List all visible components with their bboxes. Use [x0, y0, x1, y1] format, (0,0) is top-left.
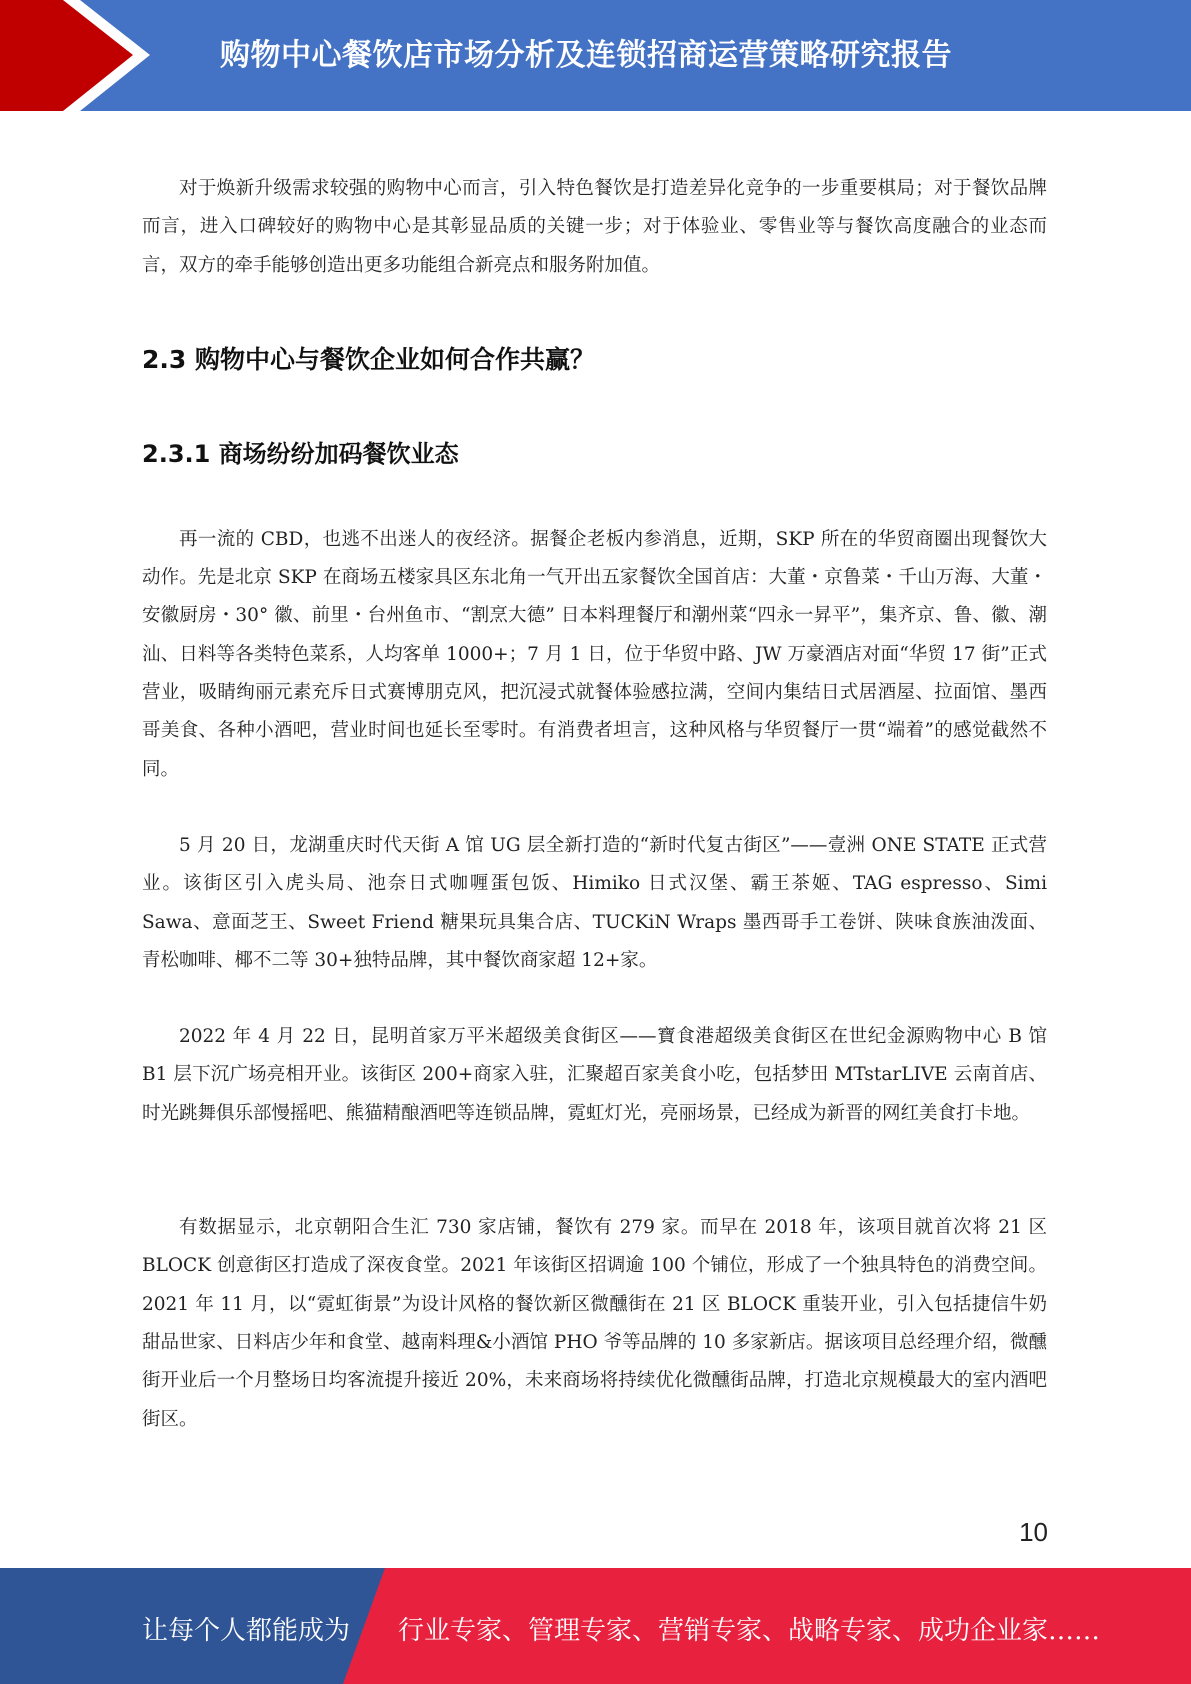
header-red-arrow — [0, 0, 150, 111]
subsection-heading: 2.3.1 商场纷纷加码餐饮业态 — [142, 439, 459, 468]
footer-slogan-right: 行业专家、管理专家、营销专家、战略专家、成功企业家…… — [398, 1616, 1101, 1646]
intro-paragraph: 对于焕新升级需求较强的购物中心而言，引入特色餐饮是打造差异化竞争的一步重要棋局；对于餐饮品牌而言，进入口碑较好的购物中心是其彰显品质的关键一步；对于体验业、零售业等与餐饮高度融合的业态而言，双方的牵手能够创造出更多功能组合新亮点和服务附加值。 — [142, 178, 1047, 276]
main-content — [142, 170, 1047, 1439]
paragraph-hesheng: 有数据显示，北京朝阳合生汇 730 家店铺，餐饮有 279 家。而早在 2018 年，该项目就首次将 21 区 BLOCK 创意街区打造成了深夜食堂。2021 年该街区招调逾 100 个铺位，形成了一个独具特色的消费空间。2021 年 11 月，以“霓虹街景”为设计风格的餐饮新区微醺街在 21 区 BLOCK 重装开业，引入包括捷信牛奶甜品世家、日料店少年和食堂、越南料理&小酒馆 PHO 爷等品牌的 10 多家新店。据该项目总经理介绍，微醺街开业后一个月整场日均客流提升接近 20%，未来商场将持续优化微醺街品牌，打造北京规模最大的室内酒吧街区。 — [142, 1217, 1047, 1430]
footer-slogan-left: 让每个人都能成为 — [142, 1616, 351, 1646]
paragraph-kunming: 2022 年 4 月 22 日，昆明首家万平米超级美食街区——寶食港超级美食街区在世纪金源购物中心 B 馆 B1 层下沉广场亮相开业。该街区 200+商家入驻，汇聚超百家美食小吃，包括梦田 MTstarLIVE 云南首店、时光跳舞俱乐部慢摇吧、熊猫精酿酒吧等连锁品牌，霓虹灯光，亮丽场景，已经成为新晋的网红美食打卡地。 — [142, 1026, 1047, 1124]
section-heading: 2.3 购物中心与餐饮企业如何合作共赢？ — [142, 344, 595, 374]
paragraph-skp: 再一流的 CBD，也逃不出迷人的夜经济。据餐企老板内参消息，近期，SKP 所在的华贸商圈出现餐饮大动作。先是北京 SKP 在商场五楼家具区东北角一气开出五家餐饮全国首店：大董・京鲁菜・千山万海、大董・安徽厨房・30° 徽、前里・台州鱼市、“割烹大德” 日本料理餐厅和潮州菜“四永一昇平”，集齐京、鲁、徽、潮汕、日料等各类特色菜系，人均客单 1000+；7 月 1 日，位于华贸中路、JW 万豪酒店对面“华贸 17 街”正式营业，吸睛绚丽元素充斥日式赛博朋克风，把沉浸式就餐体验感拉满，空间内集结日式居酒屋、拉面馆、墨西哥美食、各种小酒吧，营业时间也延长至零时。有消费者坦言，这种风格与华贸餐厅一贯“端着”的感觉截然不同。 — [142, 528, 1047, 780]
page-footer — [0, 1568, 1191, 1684]
paragraph-longfor: 5 月 20 日，龙湖重庆时代天街 A 馆 UG 层全新打造的“新时代复古街区”——壹洲 ONE STATE 正式营业。该街区引入虎头局、池奈日式咖喱蛋包饭、Himiko 日式汉堡、霸王茶姬、TAG espresso、Simi Sawa、意面芝王、Sweet Friend 糖果玩具集合店、TUCKiN Wraps 墨西哥手工卷饼、陕味食族油泼面、青松咖啡、椰不二等 30+独特品牌，其中餐饮商家超 12+家。 — [142, 834, 1047, 971]
header-title: 购物中心餐饮店市场分析及连锁招商运营策略研究报告 — [220, 38, 952, 73]
page-number: 10 — [1019, 1517, 1048, 1547]
page-header — [0, 0, 1191, 111]
